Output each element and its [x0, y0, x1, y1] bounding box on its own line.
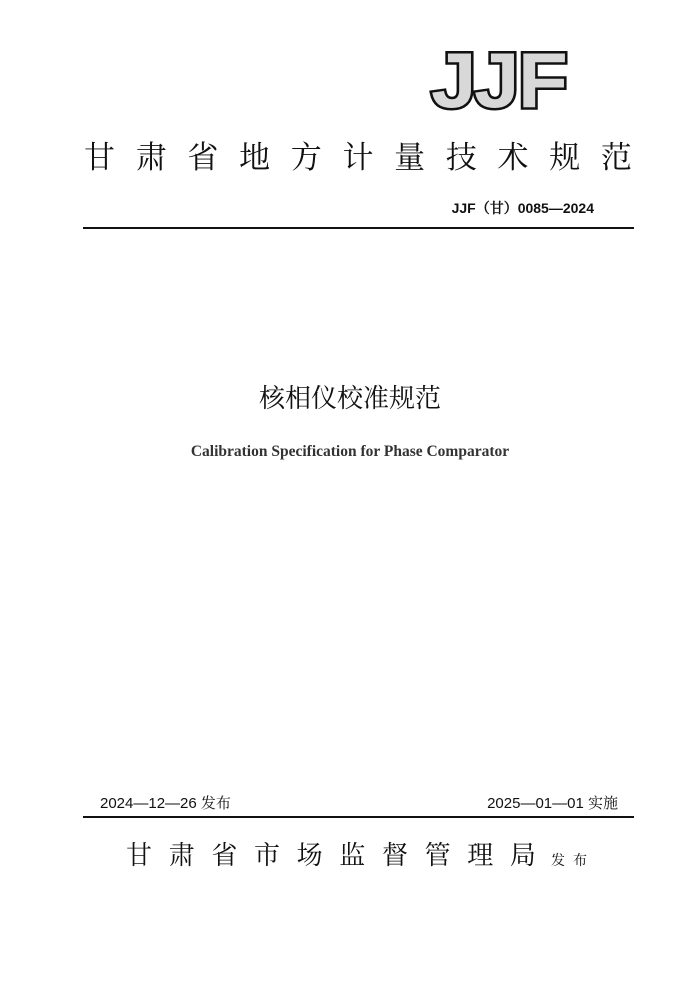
char: 市	[253, 841, 280, 871]
logo-letter: F	[517, 36, 566, 124]
logo-letter: J	[430, 36, 475, 124]
char: 范	[600, 140, 632, 176]
series-title	[84, 138, 632, 178]
char: 理	[467, 841, 494, 871]
char: 省	[211, 841, 238, 871]
logo-letter: J	[474, 36, 518, 124]
char: 肃	[168, 841, 195, 871]
char: 场	[296, 841, 323, 871]
document-code: JJF（甘）0085—2024	[451, 200, 594, 216]
document-title-zh: 核相仪校准规范	[258, 384, 441, 414]
issuer-suffix: 发布	[551, 853, 595, 869]
footer-divider	[83, 816, 634, 818]
char: 量	[394, 140, 426, 176]
char: 技	[445, 140, 477, 176]
header-divider	[83, 227, 634, 229]
char: 肃	[135, 140, 167, 176]
char: 计	[342, 140, 374, 176]
char: 省	[187, 140, 219, 176]
issuer	[126, 838, 536, 874]
char: 管	[424, 841, 451, 871]
jjf-logo	[430, 36, 604, 124]
effective-date: 2025—01—01 实施	[487, 795, 618, 812]
char: 地	[239, 140, 271, 176]
char: 术	[497, 140, 529, 176]
char: 规	[549, 140, 581, 176]
char: 督	[381, 841, 408, 871]
char: 甘	[84, 140, 115, 176]
document-title-en: Calibration Specification for Phase Comparator	[190, 443, 510, 460]
char: 方	[290, 140, 322, 176]
char: 甘	[126, 841, 153, 871]
char: 监	[339, 841, 366, 871]
issue-date: 2024—12—26 发布	[100, 795, 231, 812]
char: 局	[509, 841, 536, 871]
